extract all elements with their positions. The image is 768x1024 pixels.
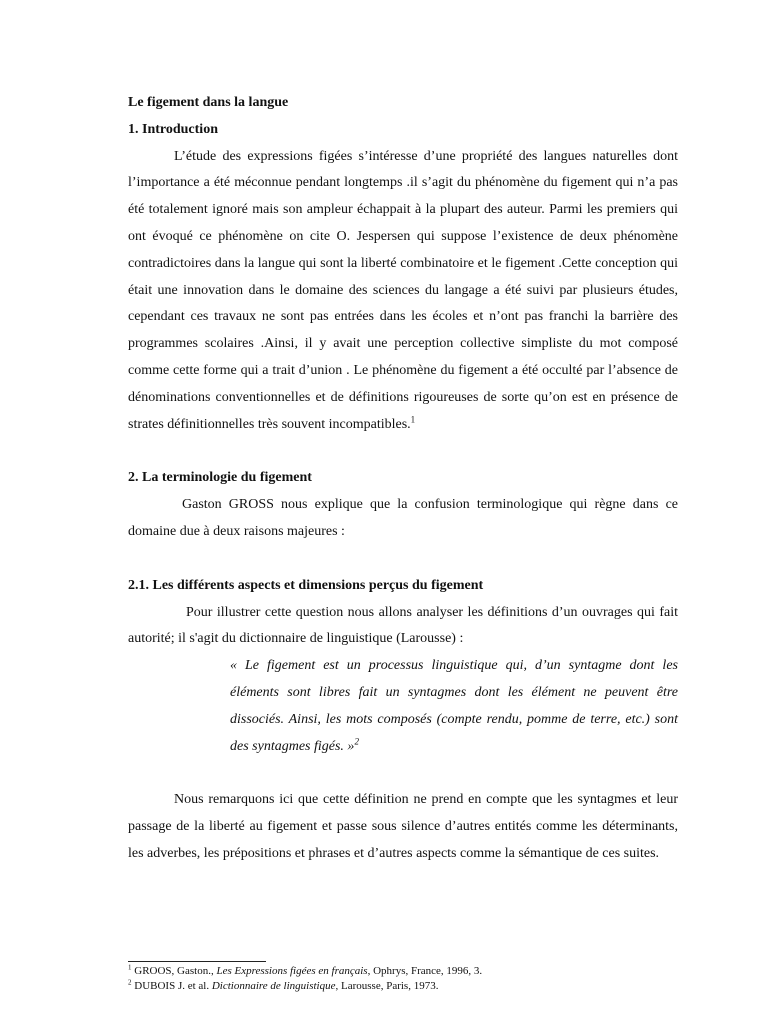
paragraph-terminologie: Gaston GROSS nous explique que la confusion terminologique qui règne dans ce domaine due à deux raisons majeures : [128,497,678,539]
footnote-separator [128,961,266,962]
document-body [128,90,678,868]
footnote-text: , Larousse, Paris, 1973. [335,980,439,992]
paragraph-aspects: Pour illustrer cette question nous allons analyser les définitions d’un ouvrages qui fait autorité; il s'agit du dictionnaire de linguistique (Larousse) : [128,604,678,647]
footnote-book-title: Dictionnaire de linguistique [211,980,336,992]
footnote-number: 1 [128,963,132,972]
footnote-number: 2 [128,978,132,987]
footnote-text: DUBOIS J. et al. [131,980,212,992]
paragraph-introduction [128,144,678,439]
document-title: Le figement dans la langue [128,95,289,110]
spacer [128,438,678,465]
footnote-item [128,964,688,979]
spacer [128,760,678,787]
paragraph-introduction-text: L’étude des expressions figées s’intéresse d’une propriété des langues naturelles dont l’importance a été méconnue pendant longtemps .il s’agit du phénomène du figement qui n’a pas été totalement ignoré mais son ampleur échappait à la plupart des auteur. Parmi les premiers qui ont évoqué ce phénomène on cite O. Jespersen qui suppose l’existence de deux phénomène contradictoires dans la langue qui sont la liberté combinatoire et le figement .Cette conception qui était une innovation dans le domaine des sciences du langage a été suivi par plusieurs études, cependant ces travaux ne sont pas entrées dans les écoles et n’ont pas franchi la barrière des programmes scolaires .Ainsi, il y avait une perception collective simpliste du mot composé comme cette forme qui a trait d’union . Le phénomène du figement a été occulté par l’absence de dénominations conventionnelles et de définitions rigoureuses de sorte qu’on est en présence de strates définitionnelles très souvent incompatibles. [128,148,678,432]
section-heading-aspects: 2.1. Les différents aspects et dimensions perçus du figement [128,577,484,593]
footnote-ref-1: 1 [410,413,416,424]
spacer [128,546,678,573]
footnote-text: , Ophrys, France, 1996, 3. [367,965,483,977]
section-heading-terminologie: 2. La terminologie du figement [128,470,312,486]
footnote-book-title: Les Expressions figées en français [216,965,368,977]
block-quote-text: « Le figement est un processus linguistique qui, d’un syntagme dont les éléments sont libres fait un syntagmes dont les élément ne peuvent être dissociés. Ainsi, les mots composés (compte rendu, pomme de terre, etc.) sont des syntagmes figés. » [230,658,678,754]
block-quote [230,653,678,760]
section-heading-introduction: 1. Introduction [128,121,218,137]
footnotes [128,964,688,994]
footnote-text: GROOS, Gaston., [131,965,217,977]
footnote-ref-2: 2 [354,735,359,746]
footnote-item [128,979,688,994]
paragraph-remarque: Nous remarquons ici que cette définition ne prend en compte que les syntagmes et leur passage de la liberté au figement et passe sous silence d’autres entités comme les déterminants, les adverbes, les prépositions et phrases et d’autres aspects comme la sémantique de ces suites. [128,792,678,861]
